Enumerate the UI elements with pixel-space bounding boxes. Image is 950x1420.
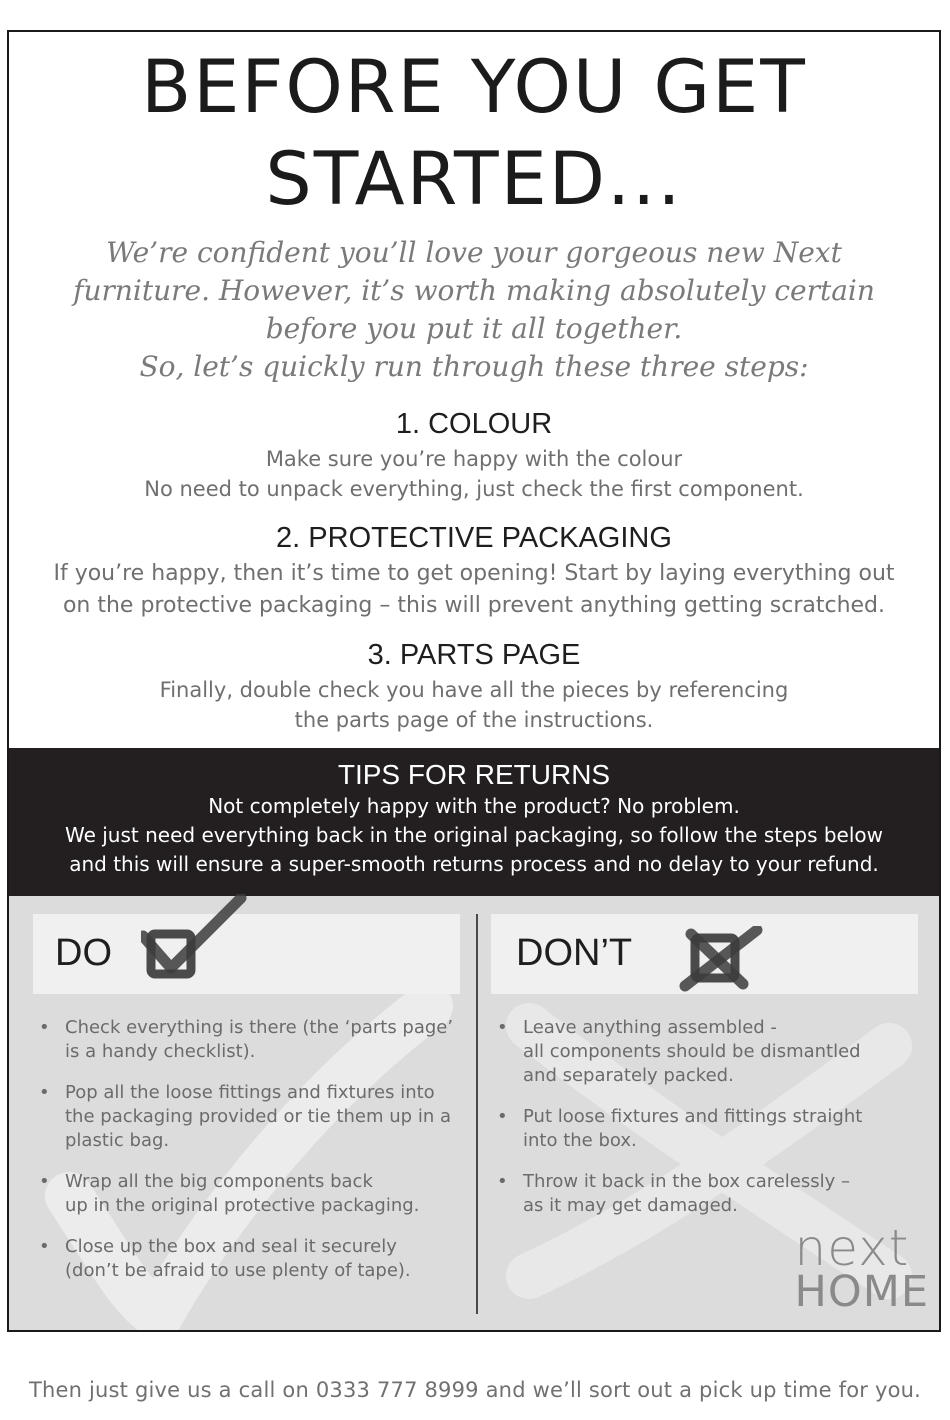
- list-item: [33, 1081, 460, 1153]
- do-list: [33, 1016, 460, 1300]
- step-title: 1. COLOUR: [395, 408, 553, 440]
- step-body: Finally, double check you have all the pieces by referencing the parts page of the instructions.: [159, 678, 789, 732]
- bullet-icon: •: [497, 1171, 508, 1192]
- list-item: [33, 1016, 460, 1064]
- step-parts-page: [9, 637, 939, 735]
- bullet-icon: •: [39, 1017, 50, 1038]
- list-item-text: Pop all the loose fittings and fixtures into the packaging provided or tie them up in a plastic bag.: [65, 1082, 451, 1151]
- instruction-sheet: [7, 30, 941, 1332]
- do-heading: DO: [55, 932, 112, 974]
- list-item: [491, 1016, 918, 1088]
- logo-line-next: next: [794, 1219, 910, 1277]
- logo-line-home: HOME: [794, 1267, 929, 1317]
- dont-list: [491, 1016, 918, 1235]
- step-colour: [9, 406, 939, 504]
- list-item-text: Put loose fixtures and fittings straight into the box.: [523, 1106, 863, 1151]
- step-body: If you’re happy, then it’s time to get opening! Start by laying everything out on the protective packaging – this will prevent anything getting scratched.: [53, 561, 895, 618]
- intro-text: We’re confident you’ll love your gorgeous new Next furniture. However, it’s worth making absolutely certain before you put it all together. So, let’s quickly run through these three steps:: [73, 236, 875, 383]
- next-home-logo: [794, 1219, 929, 1317]
- bullet-icon: •: [497, 1106, 508, 1127]
- dont-heading: DON’T: [516, 932, 633, 974]
- page-title-text: BEFORE YOU GET STARTED...: [141, 45, 807, 222]
- do-column: [33, 914, 460, 1281]
- list-item-text: Wrap all the big components back up in the original protective packaging.: [65, 1171, 420, 1216]
- bullet-icon: •: [39, 1171, 50, 1192]
- tips-for-returns-band: [9, 748, 939, 896]
- dont-column: [491, 914, 918, 1216]
- footer-text: Then just give us a call on 0333 777 8999 and we’ll sort out a pick up time for you.: [28, 1378, 922, 1402]
- do-header: [33, 914, 460, 994]
- bullet-icon: •: [39, 1236, 50, 1257]
- checkbox-cross-icon: [677, 926, 767, 996]
- tips-body: We just need everything back in the original packaging, so follow the steps below and this will ensure a super-smooth returns process and no delay to your refund.: [64, 823, 884, 876]
- tips-title: TIPS FOR RETURNS: [337, 759, 611, 790]
- list-item: [33, 1235, 460, 1283]
- step-body: Make sure you’re happy with the colour No need to unpack everything, just check the first component.: [144, 447, 804, 501]
- step-title: 2. PROTECTIVE PACKAGING: [276, 522, 672, 554]
- step-title: 3. PARTS PAGE: [367, 639, 581, 671]
- list-item: [491, 1105, 918, 1153]
- list-item: [491, 1170, 918, 1218]
- bullet-icon: •: [39, 1082, 50, 1103]
- column-divider: [476, 914, 478, 1314]
- tips-lead: Not completely happy with the product? No problem.: [208, 794, 740, 818]
- page-title: [9, 42, 939, 226]
- step-protective-packaging: [9, 520, 939, 622]
- dont-header: [491, 914, 918, 994]
- list-item-text: Close up the box and seal it securely (don’t be afraid to use plenty of tape).: [65, 1236, 411, 1281]
- do-dont-panel: [9, 896, 939, 1330]
- bullet-icon: •: [497, 1017, 508, 1038]
- list-item-text: Throw it back in the box carelessly – as it may get damaged.: [523, 1171, 851, 1216]
- list-item: [33, 1170, 460, 1218]
- checkbox-tick-icon: [141, 894, 251, 994]
- list-item-text: Check everything is there (the ‘parts page’ is a handy checklist).: [65, 1017, 454, 1062]
- list-item-text: Leave anything assembled - all components should be dismantled and separately packed.: [523, 1017, 861, 1086]
